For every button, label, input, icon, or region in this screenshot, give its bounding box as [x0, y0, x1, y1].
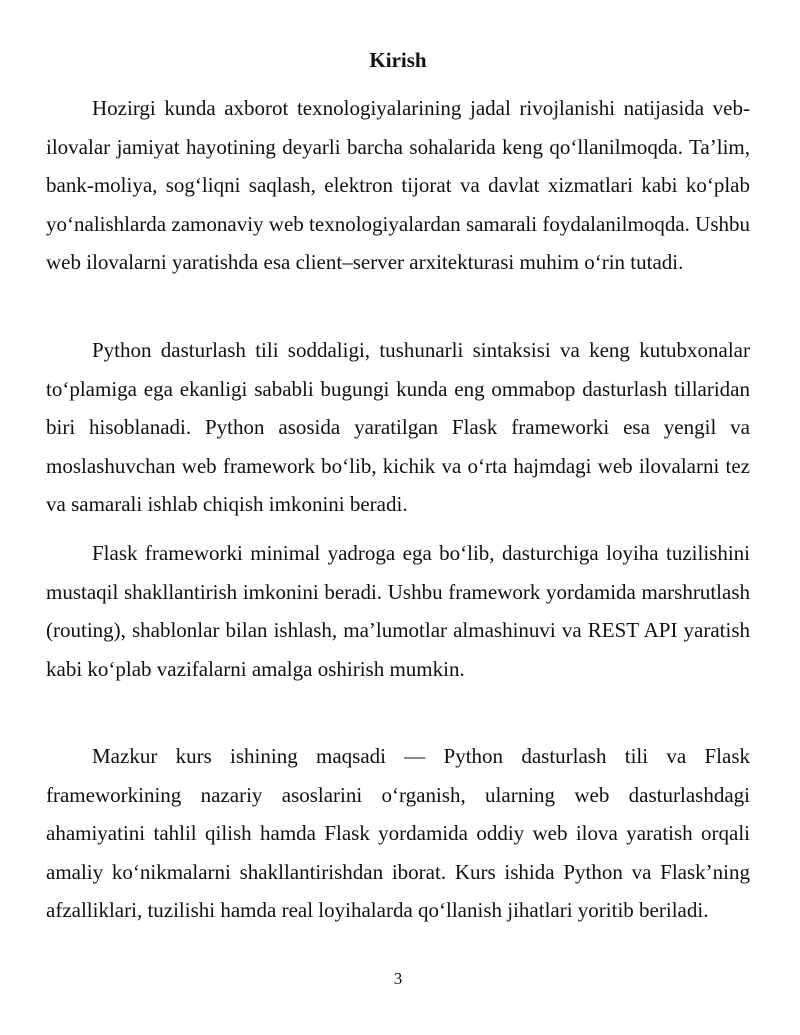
paragraph-1: Hozirgi kunda axborot texnologiyalarining jadal rivojlanishi natijasida veb-ilovalar jamiyat hayotining deyarli barcha sohalarida keng qo‘llanilmoqda. Ta’lim, bank-moliya, sog‘liqni saqlash, elektron tijorat va davlat xizmatlari kabi ko‘plab yo‘nalishlarda zamonaviy web texnologiyalardan samarali foydalanilmoqda. Ushbu web ilovalarni yaratishda esa client–server arxitekturasi muhim o‘rin tutadi.	[46, 96, 750, 275]
paragraph-2: Python dasturlash tili soddaligi, tushunarli sintaksisi va keng kutubxonalar to‘plamiga ega ekanligi sababli bugungi kunda eng ommabop dasturlash tillaridan biri hisoblanadi. Python asosida yaratilgan Flask frameworki esa yengil va moslashuvchan web framework bo‘lib, kichik va o‘rta hajmdagi web ilovalarni tez va samarali ishlab chiqish imkonini beradi.	[46, 338, 750, 517]
page-number: 3	[393, 969, 403, 988]
section-title: Kirish	[369, 48, 427, 72]
paragraph-4: Mazkur kurs ishining maqsadi — Python dasturlash tili va Flask frameworkining nazariy asoslarini o‘rganish, ularning web dasturlashdagi ahamiyatini tahlil qilish hamda Flask yordamida oddiy web ilova yaratish orqali amaliy ko‘nikmalarni shakllantirishdan iborat. Kurs ishida Python va Flask’ning afzalliklari, tuzilishi hamda real loyihalarda qo‘llanish jihatlari yoritib beriladi.	[46, 744, 750, 923]
paragraph-3: Flask frameworki minimal yadroga ega bo‘lib, dasturchiga loyiha tuzilishini mustaqil shakllantirish imkonini beradi. Ushbu framework yordamida marshrutlash (routing), shablonlar bilan ishlash, ma’lumotlar almashinuvi va REST API yaratish kabi ko‘plab vazifalarni amalga oshirish mumkin.	[46, 541, 750, 681]
